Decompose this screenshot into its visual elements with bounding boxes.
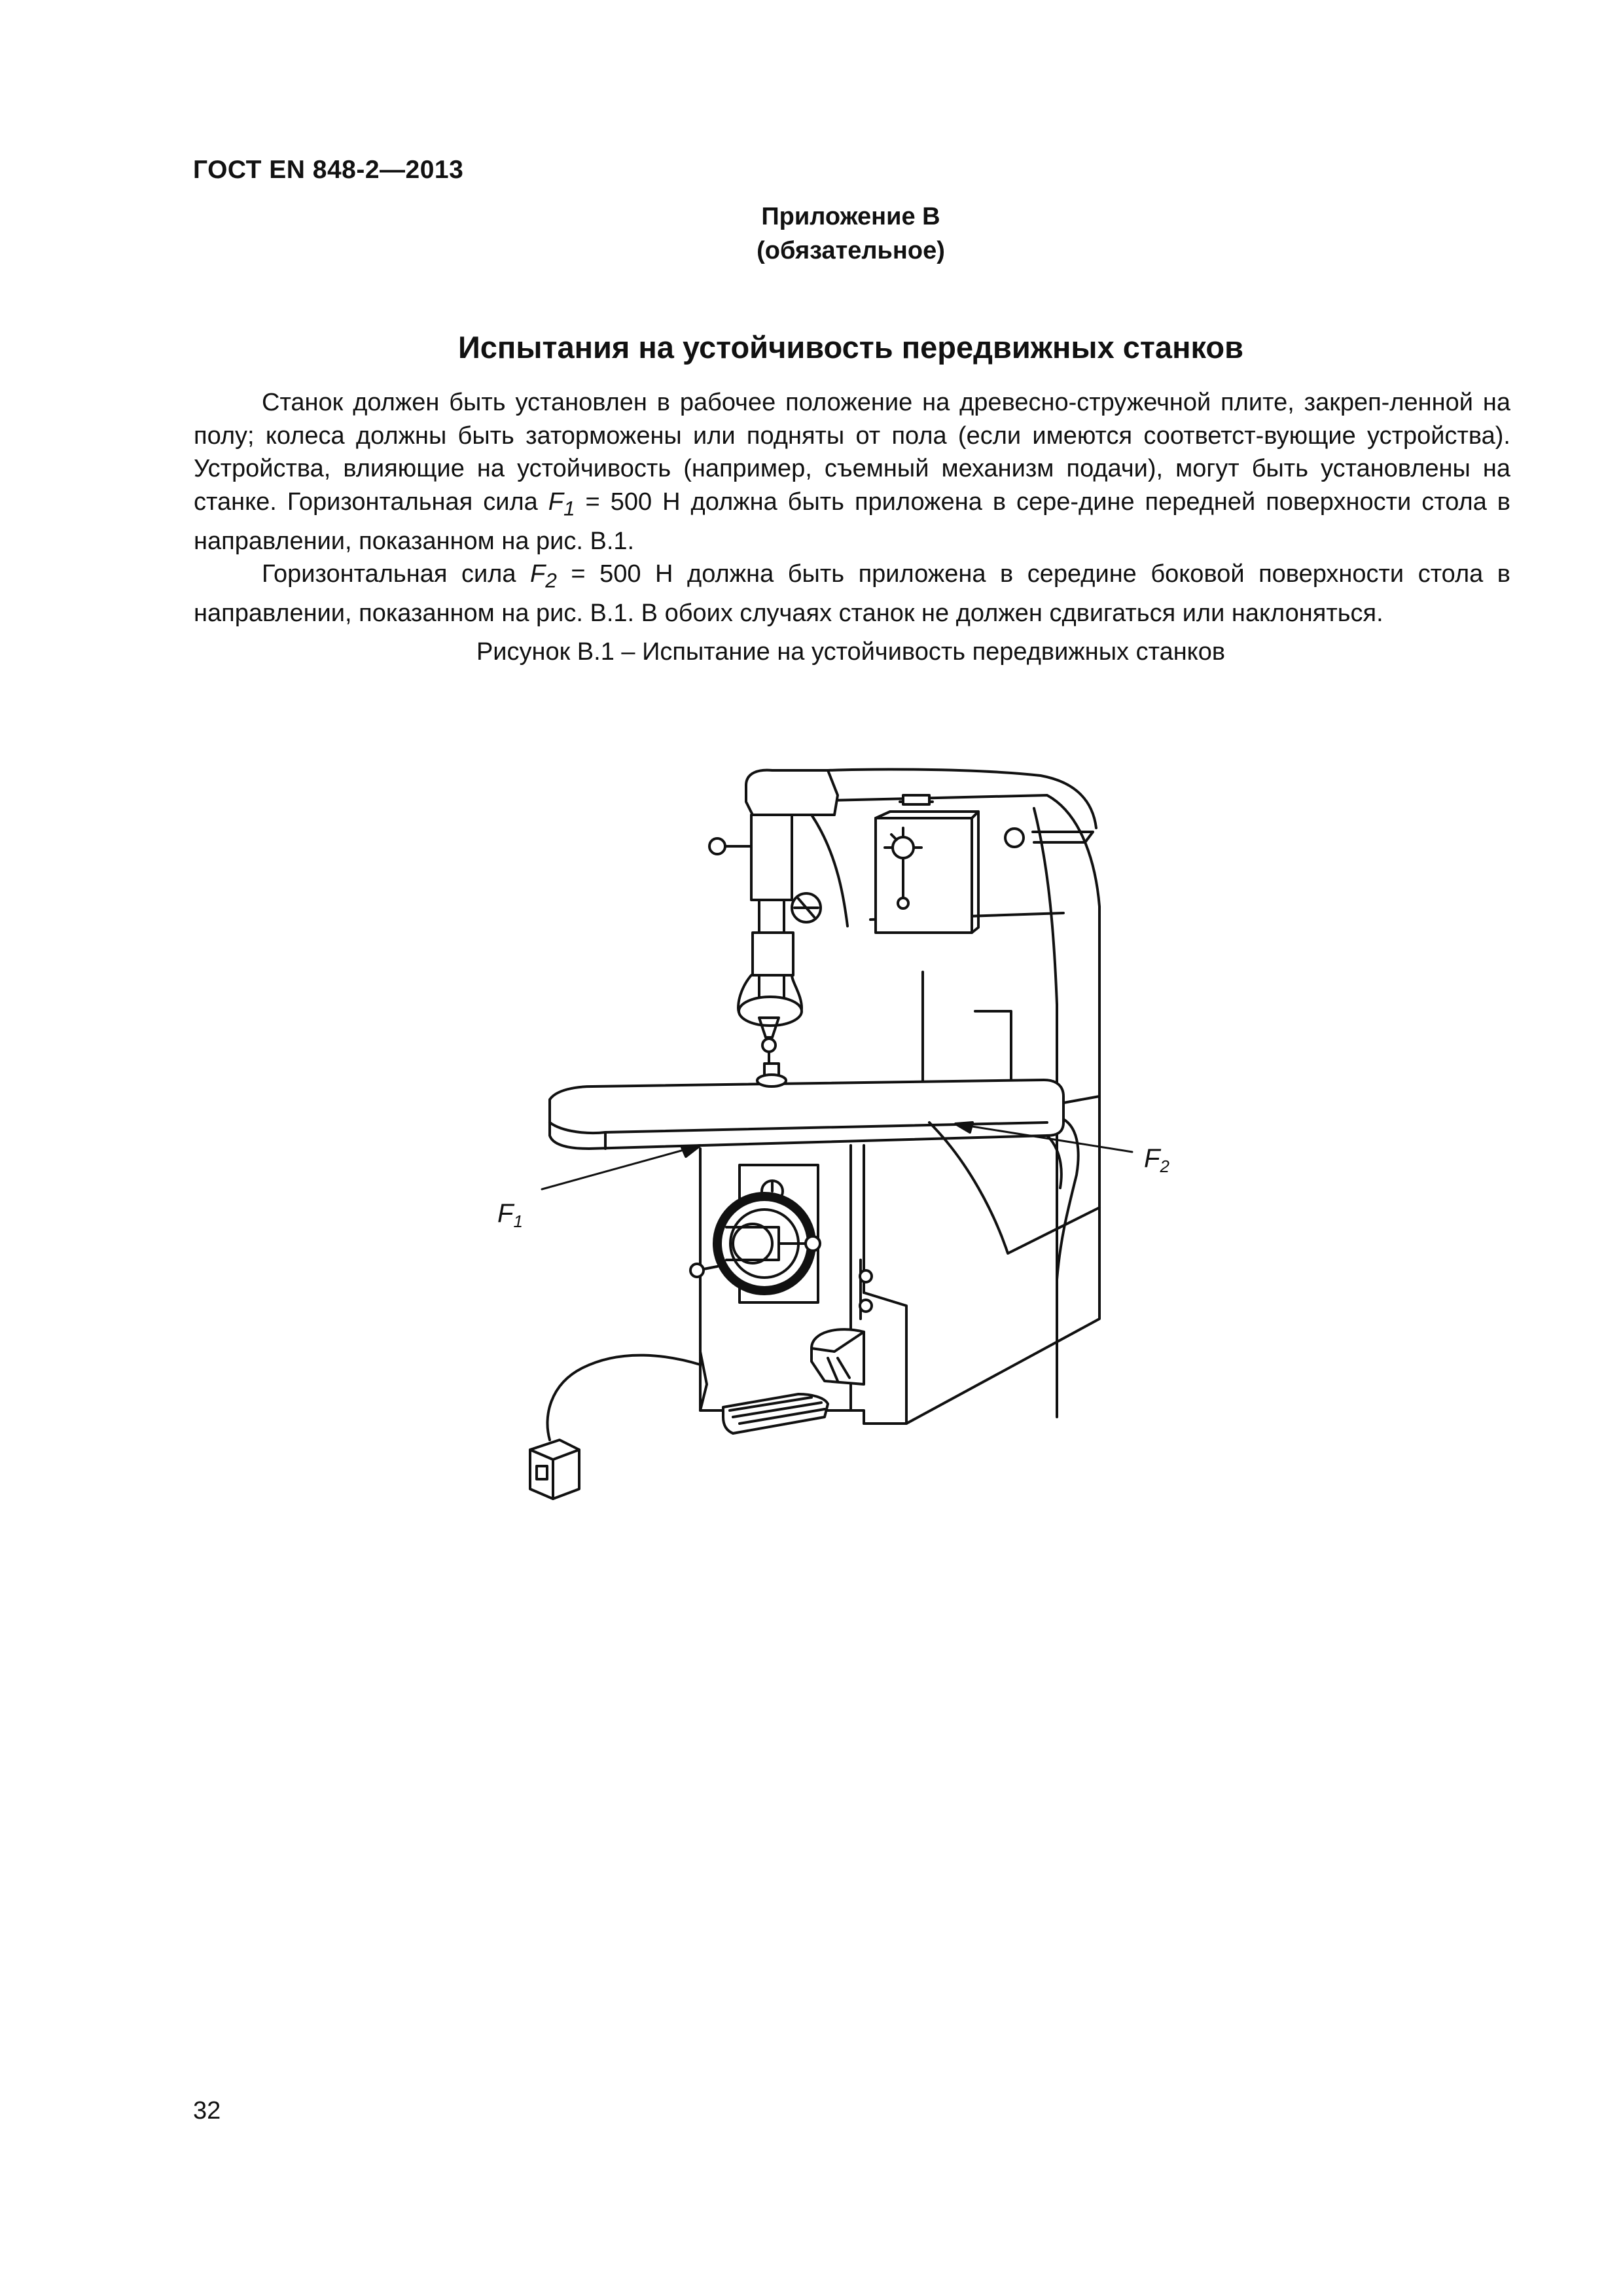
spindle-lower — [753, 933, 793, 975]
power-cable — [548, 1355, 700, 1440]
force-f1-arrow — [542, 1145, 700, 1189]
force-f2-subscript: 2 — [545, 568, 557, 592]
annex-title: Приложение В — [761, 203, 940, 230]
force-f1-symbol — [548, 488, 575, 520]
document-code: ГОСТ EN 848-2—2013 — [193, 156, 464, 184]
page-number: 32 — [193, 2097, 221, 2125]
work-table — [550, 1080, 1063, 1149]
paragraph-1 — [194, 386, 1510, 558]
annex-status: (обязательное) — [757, 237, 945, 264]
spindle-lever-knob — [709, 838, 725, 854]
paragraph-2 — [194, 558, 1510, 630]
force-f2-label: $F_2$ — [1144, 1144, 1169, 1176]
foot-pedal — [723, 1394, 828, 1433]
force-f1-subscript: 1 — [563, 496, 575, 520]
force-f2-letter: F — [530, 560, 546, 588]
handwheel-knob — [806, 1236, 820, 1251]
machine-drawing — [471, 756, 1224, 1548]
spindle-housing — [751, 815, 792, 900]
motor-box — [876, 818, 972, 933]
force-f1-label: $F_1$ — [497, 1199, 523, 1231]
paragraph-1-text-a: Станок должен быть установлен в рабочее положение на древесно-стружечной плите, закреп-ленной на полу; колеса должны быть заторможены или подняты от пола (если имеются соответст-вующие устройства). Устройства, влияющие на устойчивость (например, съемный механизм подачи), могут быть установлены на станке. Горизонтальная сила — [194, 389, 1510, 516]
force-f1-letter: F — [548, 488, 563, 516]
paragraph-2-text-a: Горизонтальная сила — [262, 560, 531, 588]
body-text — [194, 386, 1510, 630]
paragraph-1-text-b: = 500 Н должна быть приложена в сере-дине передней поверхности стола в направлении, показанном на рис. В.1. — [194, 488, 1510, 555]
paragraph-2-text-b: = 500 Н должна быть приложена в середине боковой поверхности стола в направлении, показанном на рис. В.1. В обоих случаях станок не должен сдвигаться или наклоняться. — [194, 560, 1510, 628]
figure-caption: Рисунок В.1 – Испытание на устойчивость передвижных станков — [476, 638, 1226, 666]
machine-figure — [471, 756, 1224, 1548]
upper-arm — [746, 770, 838, 815]
section-heading: Испытания на устойчивость передвижных станков — [458, 330, 1243, 365]
force-f2-symbol — [530, 560, 557, 592]
top-knob — [1005, 829, 1024, 847]
